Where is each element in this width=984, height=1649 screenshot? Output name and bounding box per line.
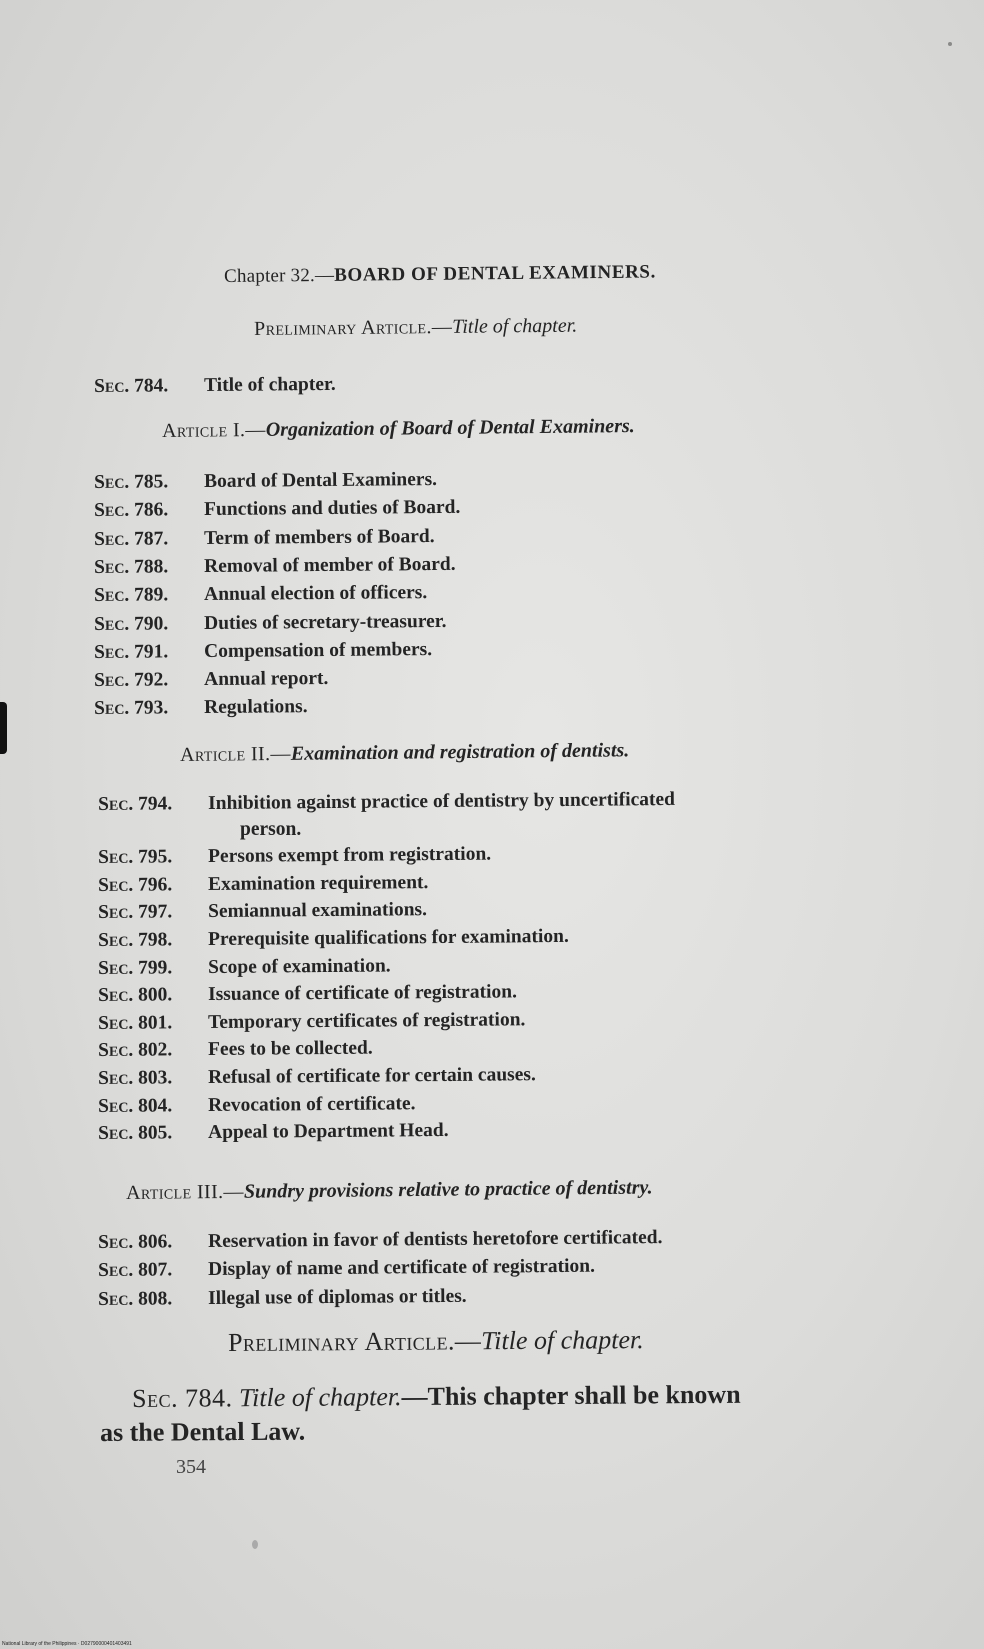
- toc-preliminary-title: Title of chapter.: [452, 314, 578, 338]
- toc-section-line: [94, 610, 447, 635]
- toc-section-line: [94, 697, 308, 721]
- toc-section-number: Sec. 807.: [98, 1259, 173, 1282]
- toc-article2-heading: [180, 739, 629, 767]
- toc-section-title: Fees to be collected.: [207, 1037, 373, 1061]
- toc-article2-title: Examination and registration of dentists.: [290, 739, 630, 765]
- toc-section-title: Reservation in favor of dentists heretofore certificated.: [207, 1227, 663, 1253]
- section-784-title: Title of chapter.: [238, 1382, 402, 1413]
- toc-section-number: Sec. 806.: [98, 1231, 173, 1253]
- toc-section-number: Sec. 788.: [94, 556, 169, 578]
- dust-speck: [252, 1540, 258, 1549]
- section-784-text-line2: as the Dental Law.: [100, 1416, 306, 1447]
- toc-preliminary-label: Preliminary Article.—: [254, 315, 453, 340]
- toc-section-number: Sec. 796.: [98, 874, 173, 896]
- toc-article3-title: Sundry provisions relative to practice of dentistry.: [243, 1176, 653, 1203]
- toc-section-line: [98, 926, 569, 952]
- toc-section-line: [94, 526, 435, 551]
- toc-section-line: [98, 955, 391, 980]
- toc-section-number: Sec. 804.: [98, 1094, 173, 1117]
- section-784-dash: —: [401, 1381, 428, 1412]
- toc-section-title: Functions and duties of Board.: [203, 497, 461, 521]
- toc-section-title: Annual election of officers.: [203, 582, 428, 606]
- section-784-number: Sec. 784.: [132, 1383, 233, 1413]
- toc-section-line: [94, 554, 456, 579]
- section-784-text-line1: This chapter shall be known: [427, 1379, 741, 1411]
- toc-section-line: [98, 1256, 595, 1282]
- toc-section-line: [98, 900, 427, 925]
- toc-section-number: Sec. 808.: [98, 1288, 173, 1310]
- toc-section-number: Sec. 797.: [98, 901, 173, 924]
- toc-section-title: Compensation of members.: [203, 638, 433, 662]
- toc-section-line: [94, 469, 437, 494]
- toc-article1-label: Article I.—: [162, 418, 266, 442]
- toc-section-number: Sec. 795.: [98, 846, 173, 869]
- toc-section-title: Refusal of certificate for certain causes.: [207, 1064, 536, 1089]
- toc-section-title: Title of chapter.: [203, 373, 336, 397]
- toc-preliminary-heading: [254, 315, 577, 341]
- toc-section-line: [98, 982, 517, 1008]
- section-784-line1: [132, 1380, 741, 1414]
- toc-section-title: Semiannual examinations.: [207, 899, 428, 923]
- toc-section-number: Sec. 805.: [98, 1122, 173, 1145]
- toc-section-number: Sec. 800.: [98, 984, 173, 1007]
- toc-section-title: Scope of examination.: [207, 955, 391, 978]
- toc-section-line: [98, 1227, 663, 1254]
- toc-section-line: [94, 582, 427, 607]
- toc-article3-label: Article III.—: [126, 1180, 245, 1204]
- toc-section-title: Display of name and certificate of registration.: [207, 1256, 596, 1281]
- toc-section-number: Sec. 801.: [98, 1012, 173, 1034]
- toc-article1-title: Organization of Board of Dental Examiners.: [265, 415, 635, 441]
- toc-article3-heading: [126, 1176, 653, 1205]
- toc-section-line: [94, 668, 328, 692]
- toc-section-line: [94, 639, 432, 664]
- page-number: 354: [176, 1456, 206, 1478]
- scan-footer: National Library of the Philippines · D02790000401403491: [2, 1641, 132, 1647]
- toc-section-number: Sec. 789.: [94, 584, 169, 607]
- toc-section-title: Prerequisite qualifications for examination.: [207, 925, 569, 951]
- toc-article1-heading: [162, 415, 635, 443]
- toc-section-number: Sec. 794.: [98, 793, 173, 815]
- toc-section-title: Board of Dental Examiners.: [203, 469, 438, 493]
- dust-speck: [948, 42, 952, 46]
- chapter-prefix: Chapter 32.—: [224, 264, 335, 287]
- toc-section-line: [98, 789, 675, 816]
- toc-section-line: [94, 374, 336, 398]
- toc-section-title: Illegal use of diplomas or titles.: [207, 1285, 467, 1309]
- toc-section-line: [98, 1120, 449, 1145]
- toc-section-title: Annual report.: [203, 668, 329, 691]
- chapter-title: [224, 261, 656, 288]
- toc-section-number: Sec. 787.: [94, 527, 169, 550]
- toc-section-title: Examination requirement.: [207, 871, 429, 895]
- toc-section-number: Sec. 798.: [98, 929, 173, 951]
- toc-section-title: Temporary certificates of registration.: [207, 1009, 526, 1033]
- toc-section-number: Sec. 803.: [98, 1067, 173, 1089]
- toc-section-number: Sec. 791.: [94, 641, 169, 663]
- toc-section-title: Removal of member of Board.: [203, 553, 456, 577]
- text-heading-title: Title of chapter.: [481, 1325, 644, 1356]
- toc-section-number: Sec. 790.: [94, 612, 169, 635]
- toc-section-continuation: person.: [240, 818, 302, 840]
- toc-section-line: [98, 1286, 467, 1311]
- toc-section-number: Sec. 793.: [94, 697, 169, 720]
- toc-section-title: Issuance of certificate of registration.: [207, 981, 518, 1006]
- toc-section-number: Sec. 799.: [98, 956, 173, 979]
- toc-section-line: [98, 1064, 536, 1090]
- toc-article2-label: Article II.—: [180, 742, 291, 766]
- toc-section-number: Sec. 792.: [94, 669, 169, 692]
- toc-section-title: Regulations.: [203, 696, 308, 719]
- section-784-line2: [100, 1417, 305, 1448]
- text-heading-label: Preliminary Article.—: [228, 1326, 482, 1357]
- toc-section-title: Inhibition against practice of dentistry by uncertificated: [207, 788, 676, 815]
- toc-section-title: Term of members of Board.: [203, 525, 435, 549]
- toc-section-line: [98, 1009, 526, 1035]
- chapter-name: BOARD OF DENTAL EXAMINERS.: [334, 261, 656, 286]
- scan-edge-mark: [0, 702, 7, 754]
- text-preliminary-heading: [228, 1325, 644, 1358]
- toc-section-title: Revocation of certificate.: [207, 1092, 416, 1116]
- toc-section-line: [98, 872, 428, 897]
- toc-section-title: Appeal to Department Head.: [207, 1120, 449, 1144]
- toc-section-number: Sec. 784.: [94, 375, 169, 397]
- toc-section-number: Sec. 802.: [98, 1039, 173, 1062]
- toc-section-title: Duties of secretary-treasurer.: [203, 610, 447, 634]
- toc-section-line: [94, 497, 460, 522]
- toc-section-number: Sec. 785.: [94, 471, 169, 493]
- toc-section-line: [98, 844, 491, 869]
- toc-section-line: [98, 1038, 373, 1062]
- toc-section-number: Sec. 786.: [94, 499, 169, 522]
- toc-section-line: [98, 1093, 416, 1118]
- toc-section-title: Persons exempt from registration.: [207, 843, 492, 868]
